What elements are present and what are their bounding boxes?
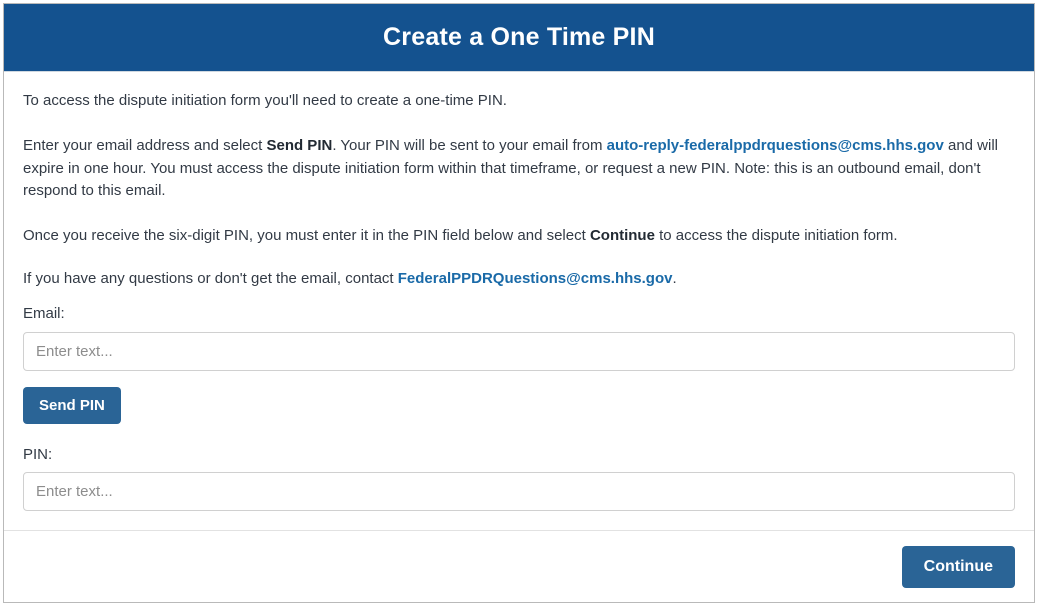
continue-button[interactable]: Continue	[902, 546, 1015, 588]
continue-text-2: to access the dispute initiation form.	[654, 227, 898, 245]
pin-input[interactable]	[23, 472, 1015, 511]
dialog-body	[4, 72, 1034, 530]
dialog-footer	[4, 530, 1034, 602]
email-field-label: Email:	[23, 304, 65, 322]
send-pin-text-1: Enter your email address and select	[23, 136, 267, 154]
pin-field-label: PIN:	[23, 445, 53, 463]
send-pin-emphasis: Send PIN	[266, 136, 333, 154]
send-pin-button[interactable]: Send PIN	[23, 387, 121, 424]
intro-paragraph	[23, 90, 1015, 113]
continue-emphasis: Continue	[589, 227, 655, 245]
support-email-link[interactable]: FederalPPDRQuestions@cms.hhs.gov	[397, 269, 673, 287]
continue-text-1: Once you receive the six-digit PIN, you must enter it in the PIN field below and select	[23, 227, 590, 245]
send-pin-paragraph	[23, 135, 1015, 203]
contact-text-1: If you have any questions or don't get the email, contact	[23, 269, 398, 287]
contact-text-2: .	[672, 269, 677, 287]
intro-text: To access the dispute initiation form you'll need to create a one-time PIN.	[23, 92, 507, 109]
continue-paragraph	[23, 225, 1015, 248]
send-pin-row	[23, 387, 1015, 424]
page-title: Create a One Time PIN	[383, 23, 655, 51]
auto-reply-email-link[interactable]: auto-reply-federalppdrquestions@cms.hhs.gov	[606, 136, 944, 154]
email-input[interactable]	[23, 332, 1015, 371]
dialog-header	[4, 4, 1034, 72]
contact-paragraph	[23, 268, 1015, 291]
send-pin-text-3: and will expire in one hour. You must access the dispute initiation form within that timeframe, or request a new PIN. Note: this is an outbound email, don't respond to this email.	[23, 136, 999, 200]
one-time-pin-dialog	[3, 3, 1035, 603]
send-pin-text-2: . Your PIN will be sent to your email from	[332, 136, 607, 154]
